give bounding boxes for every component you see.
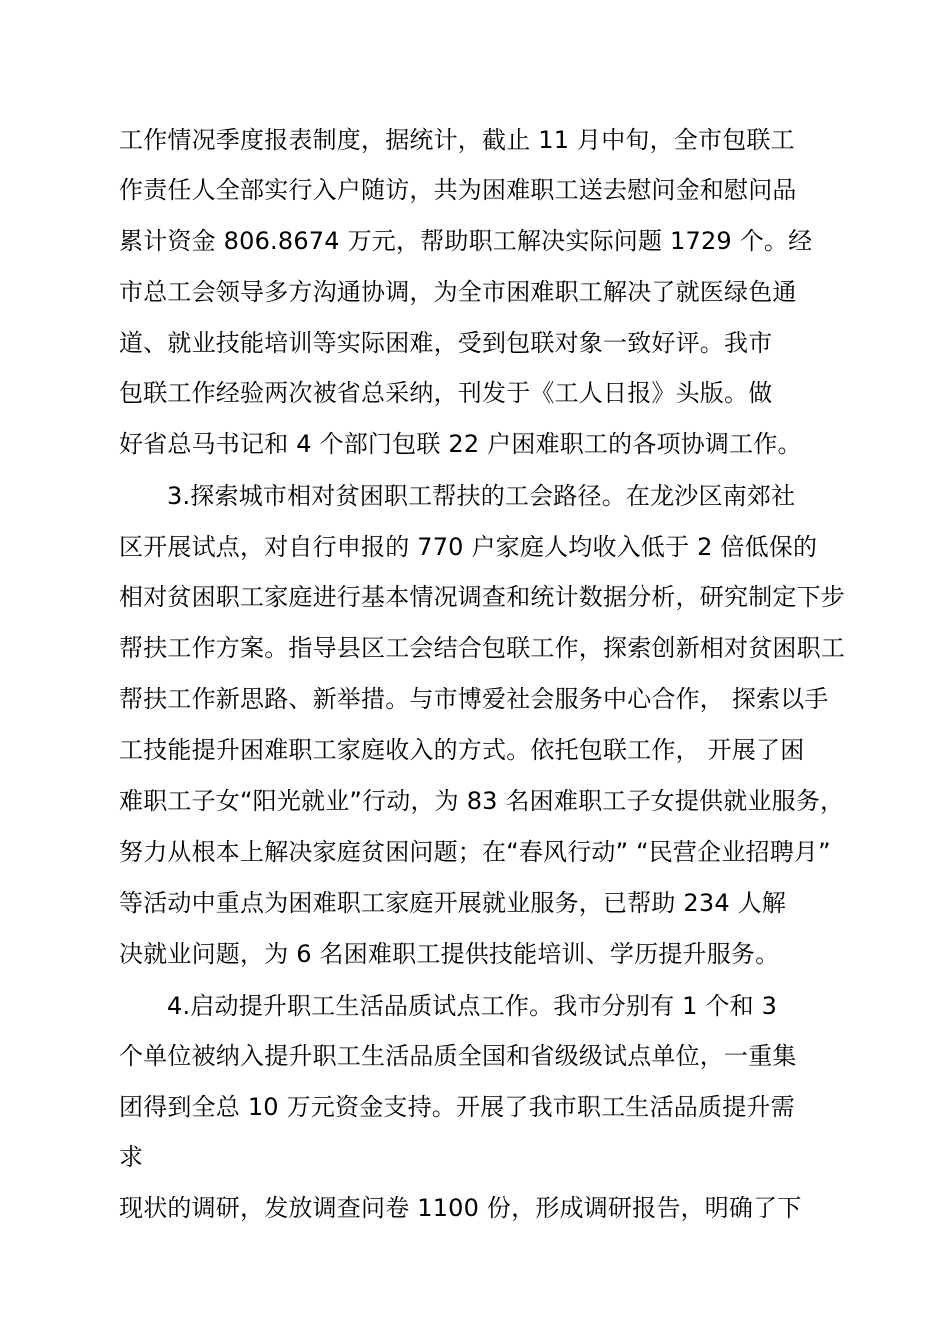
- text-line: 市总工会领导多方沟通协调，为全市困难职工解决了就医绿色通: [119, 278, 797, 306]
- text-line: 工技能提升困难职工家庭收入的方式。依托包联工作， 开展了困: [119, 736, 805, 764]
- text-line: 决就业问题，为 6 名困难职工提供技能培训、学历提升服务。: [119, 940, 780, 968]
- text-line: 好省总马书记和 4 个部门包联 22 户困难职工的各项协调工作。: [119, 430, 802, 458]
- text-line: 帮扶工作新思路、新举措。与市博爱社会服务中心合作， 探索以手: [119, 685, 829, 713]
- text-line: 团得到全总 10 万元资金支持。开展了我市职工生活品质提升需: [119, 1093, 795, 1121]
- text-line: 作责任人全部实行入户随访，共为困难职工送去慰问金和慰问品: [119, 176, 797, 204]
- text-line: 包联工作经验两次被省总采纳，刊发于《工人日报》头版。做: [119, 379, 773, 407]
- text-line: 工作情况季度报表制度，据统计，截止 11 月中旬，全市包联工: [119, 126, 795, 154]
- text-line: 难职工子女“阳光就业”行动，为 83 名困难职工子女提供就业服务，: [119, 787, 845, 815]
- text-line: 相对贫困职工家庭进行基本情况调查和统计数据分析，研究制定下步: [119, 583, 845, 611]
- text-line: 区开展试点，对自行申报的 770 户家庭人均收入低于 2 倍低保的: [119, 533, 818, 561]
- text-line: 帮扶工作方案。指导县区工会结合包联工作，探索创新相对贫困职工: [119, 634, 845, 662]
- paragraph-3-first-line: 3.探索城市相对贫困职工帮扶的工会路径。在龙沙区南郊社: [167, 482, 796, 510]
- text-line: 现状的调研，发放调查问卷 1100 份，形成调研报告，明确了下: [119, 1194, 802, 1222]
- text-line: 道、就业技能培训等实际困难，受到包联对象一致好评。我市: [119, 329, 773, 357]
- text-line: 等活动中重点为困难职工家庭开展就业服务，已帮助 234 人解: [119, 889, 787, 917]
- text-line: 个单位被纳入提升职工生活品质全国和省级级试点单位，一重集: [119, 1042, 797, 1070]
- text-line: 累计资金 806.8674 万元，帮助职工解决实际问题 1729 个。经: [119, 227, 813, 255]
- text-line: 努力从根本上解决家庭贫困问题；在“春风行动” “民营企业招聘月”: [119, 838, 831, 866]
- paragraph-4-first-line: 4.启动提升职工生活品质试点工作。我市分别有 1 个和 3: [167, 992, 778, 1020]
- text-line: 求: [119, 1143, 144, 1171]
